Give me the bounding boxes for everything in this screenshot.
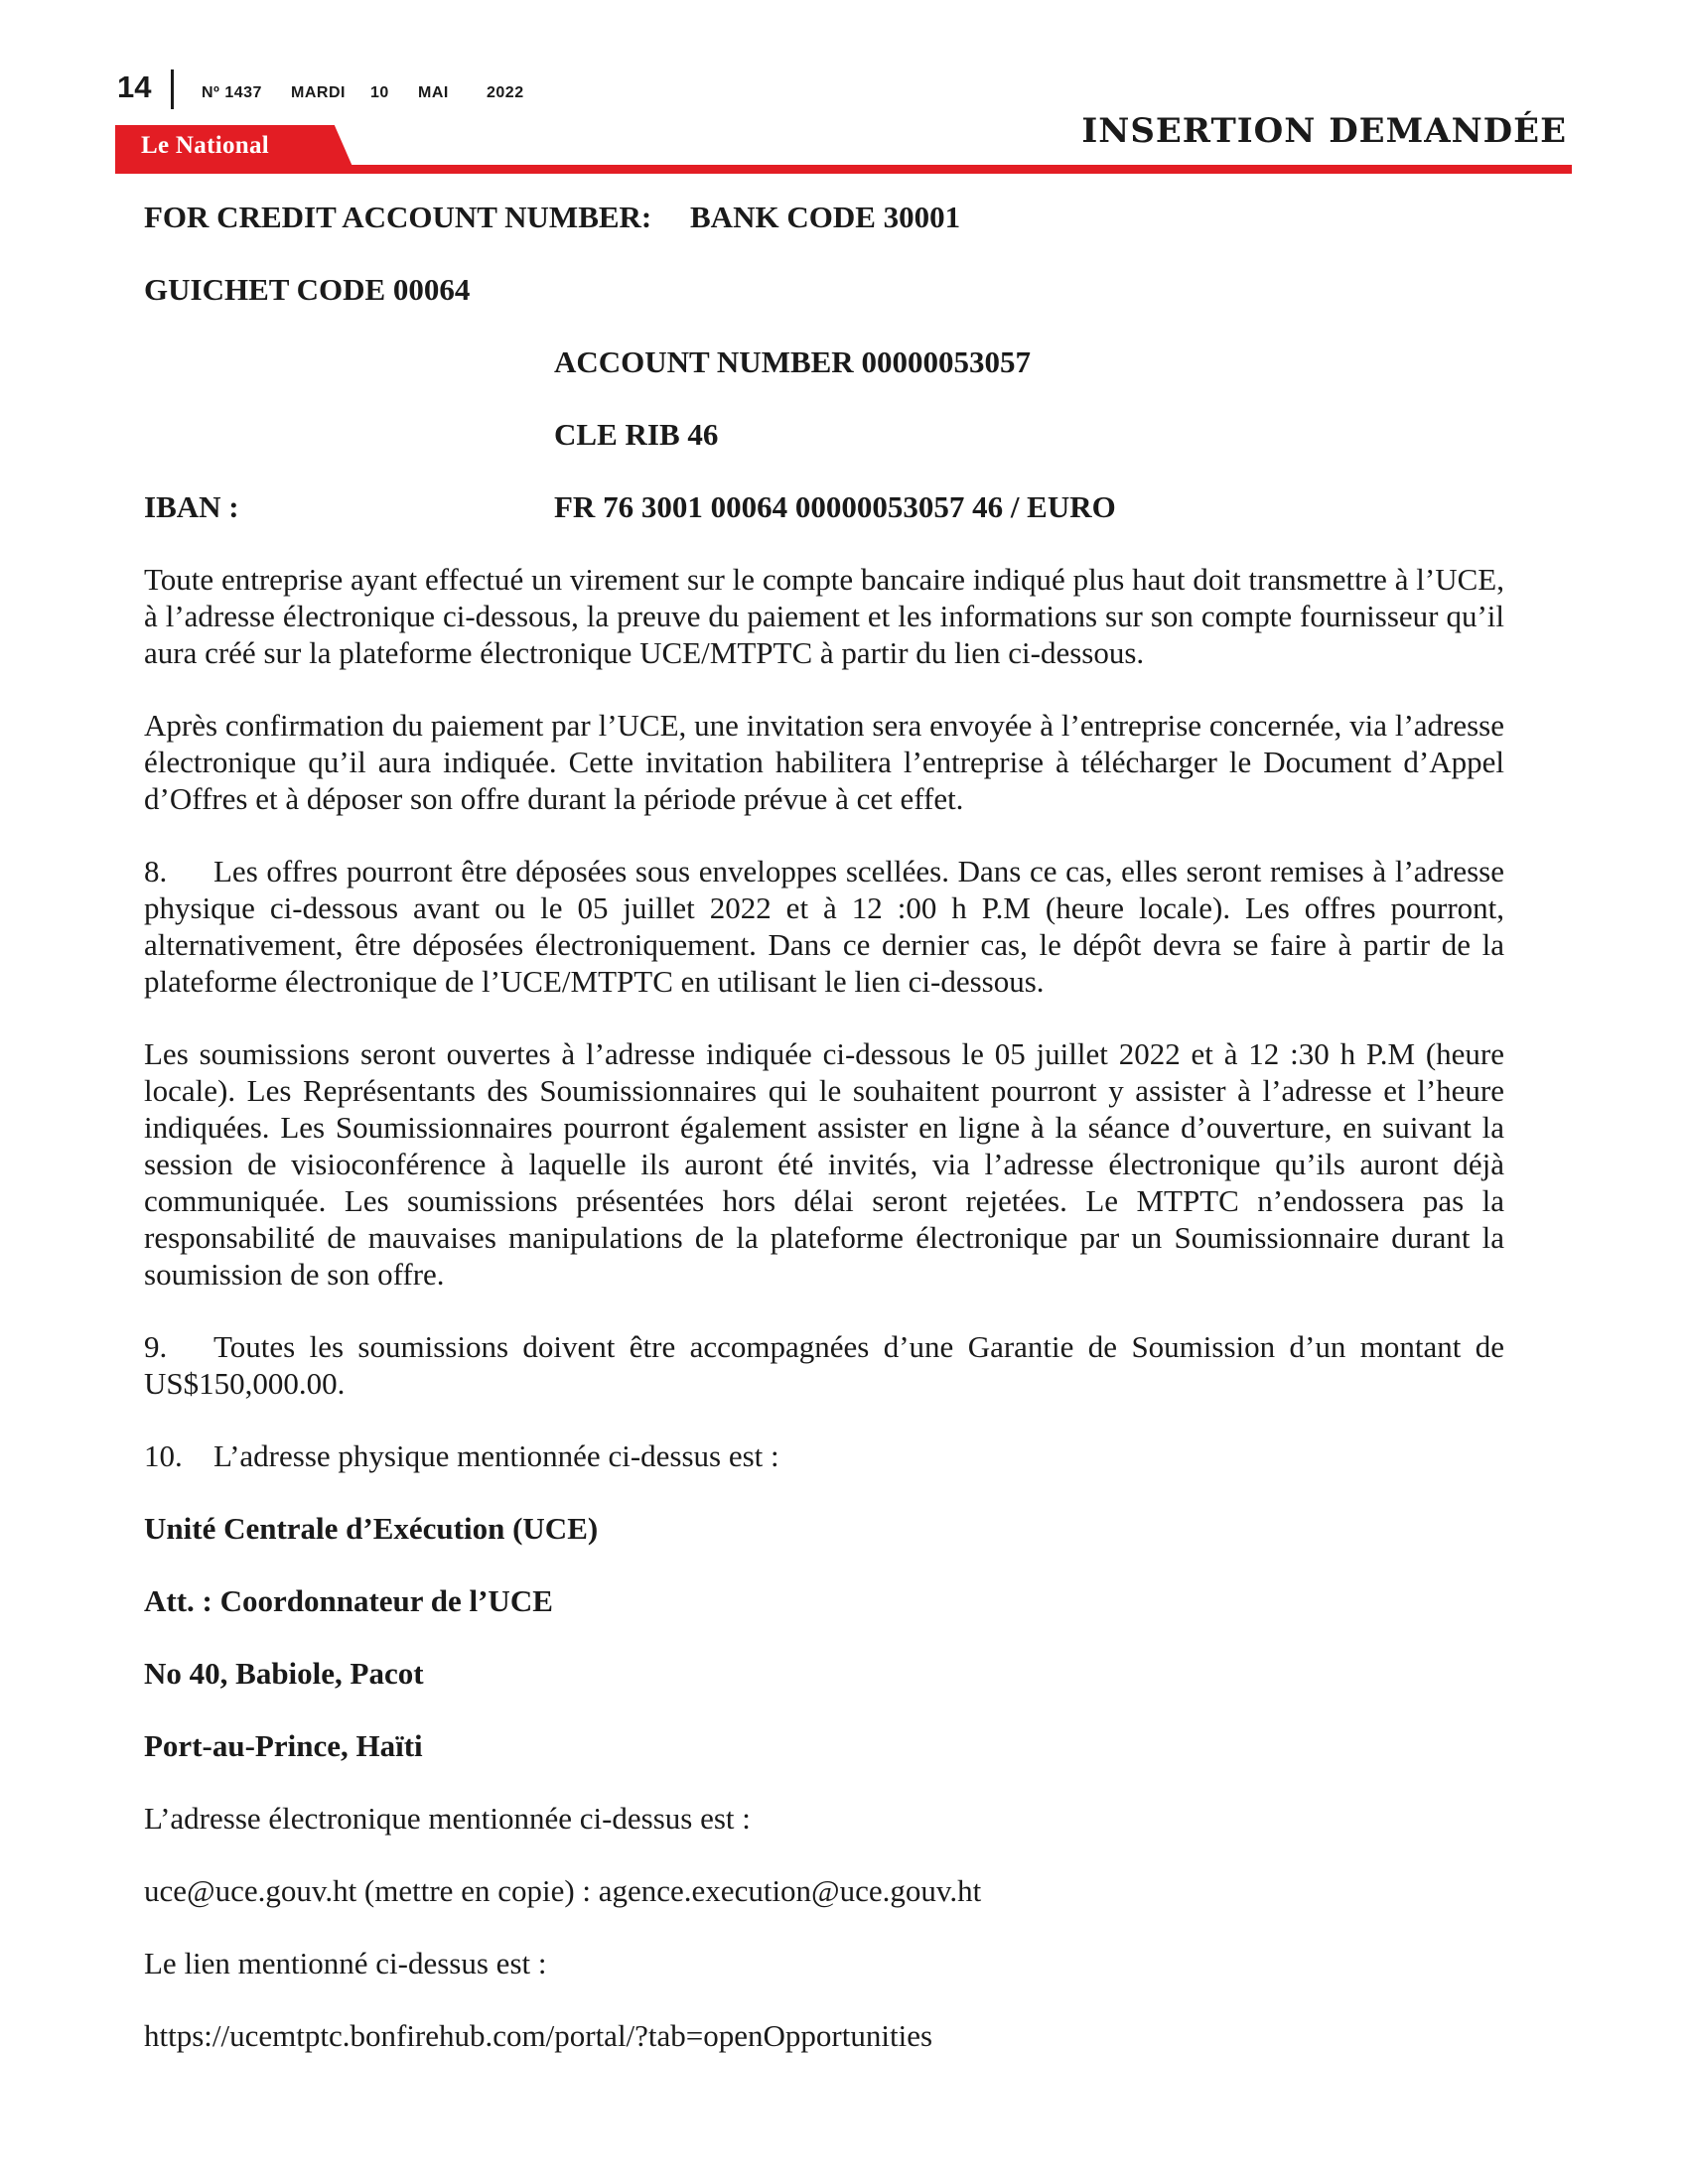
paragraph-opening: Les soumissions seront ouvertes à l’adresse indiquée ci-dessous le 05 juillet 2022 et à 12 :30 h P.M (heure locale). Les Représentants des Soumissionnaires qui le souhaitent pourront y assister à l’adresse et l’heure indiquées. Les Soumissionnaires pourront également assister en ligne à la séance d’ouverture, en suivant la session de visioconférence à laquelle ils auront été invités, via l’adresse électronique qu’ils auront déjà communiquée. Les soumissions présentées hors délai seront rejetées. Le MTPTC n’endossera pas la responsabilité de mauvaises manipulations de la plateforme électronique par un Soumissionnaire durant la soumission de son offre. [144, 1036, 1504, 1292]
iban-value: FR 76 3001 00064 00000053057 46 / EURO [554, 489, 1116, 524]
paragraph-item-8 [144, 853, 1504, 1000]
page-header [0, 0, 1688, 179]
brand-logo: Le National [141, 132, 269, 159]
header-divider [171, 69, 174, 109]
issue-number: Nº 1437 [202, 84, 262, 101]
issue-day: MARDI [291, 84, 346, 101]
address-line-1: Unité Centrale d’Exécution (UCE) [144, 1511, 599, 1546]
item-text: Les offres pourront être déposées sous enveloppes scellées. Dans ce cas, elles seront remises à l’adresse physique ci-dessous avant ou le 05 juillet 2022 et à 12 :00 h P.M (heure locale). Les offres pourront, alternativement, être déposées électroniquement. Dans ce dernier cas, le dépôt devra se faire à partir de la plateforme électronique de l’UCE/MTPTC en utilisant le lien ci-dessous. [144, 854, 1504, 999]
item-text: Toutes les soumissions doivent être accompagnées d’une Garantie de Soumission d’un montant de US$150,000.00. [144, 1329, 1504, 1401]
paragraph-payment-proof: Toute entreprise ayant effectué un virement sur le compte bancaire indiqué plus haut doit transmettre à l’UCE, à l’adresse électronique ci-dessous, la preuve du paiement et les informations sur son compte fournisseur qu’il aura créé sur la plateforme électronique UCE/MTPTC à partir du lien ci-dessous. [144, 562, 1504, 670]
issue-month: MAI [418, 84, 449, 101]
section-title: INSERTION DEMANDÉE [1081, 111, 1567, 151]
issue-date: 10 [370, 84, 389, 101]
paragraph-item-10 [144, 1437, 1504, 1474]
account-row [144, 343, 1504, 380]
address-line-2: Att. : Coordonnateur de l’UCE [144, 1583, 553, 1618]
credit-label: FOR CREDIT ACCOUNT NUMBER: [144, 200, 652, 234]
bank-code: BANK CODE 30001 [690, 200, 961, 234]
email-addresses[interactable]: uce@uce.gouv.ht (mettre en copie) : agence.execution@uce.gouv.ht [144, 1873, 982, 1908]
cle-row [144, 416, 1504, 453]
address-line-4: Port-au-Prince, Haïti [144, 1728, 423, 1763]
article-body [144, 199, 1504, 2090]
account-number: ACCOUNT NUMBER 00000053057 [554, 344, 1031, 379]
link-label: Le lien mentionné ci-dessus est : [144, 1946, 547, 1980]
item-number: 8. [144, 854, 168, 888]
paragraph-invitation: Après confirmation du paiement par l’UCE, une invitation sera envoyée à l’entreprise concernée, via l’adresse électronique qu’il aura indiquée. Cette invitation habilitera l’entreprise à télécharger le Document d’Appel d’Offres et à déposer son offre durant la période prévue à cet effet. [144, 708, 1504, 816]
item-number: 10. [144, 1438, 183, 1473]
cle-rib: CLE RIB 46 [554, 417, 719, 452]
credit-account-row [144, 199, 1504, 235]
item-number: 9. [144, 1329, 168, 1364]
guichet-code: GUICHET CODE 00064 [144, 272, 471, 307]
paragraph-item-9 [144, 1328, 1504, 1402]
header-rule [115, 165, 1572, 174]
email-label: L’adresse électronique mentionnée ci-dessus est : [144, 1801, 751, 1836]
address-line-3: No 40, Babiole, Pacot [144, 1656, 424, 1691]
iban-row [144, 488, 1504, 525]
issue-year: 2022 [487, 84, 524, 101]
guichet-row [144, 271, 1504, 308]
iban-label: IBAN : [144, 489, 239, 524]
page-number: 14 [117, 69, 152, 104]
portal-link[interactable]: https://ucemtptc.bonfirehub.com/portal/?tab=openOpportunities [144, 2018, 933, 2053]
item-text: L’adresse physique mentionnée ci-dessus est : [213, 1438, 779, 1473]
